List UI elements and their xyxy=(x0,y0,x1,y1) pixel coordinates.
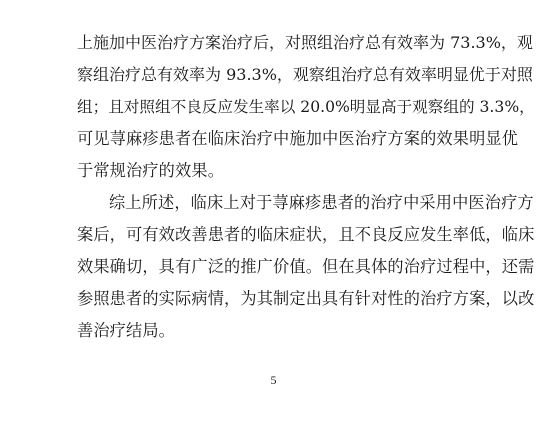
text-line: 于常规治疗的效果。 xyxy=(77,161,225,180)
text-line: 可见荨麻疹患者在临床治疗中施加中医治疗方案的效果明显优 xyxy=(77,129,519,148)
text-line: 综上所述，临床上对于荨麻疹患者的治疗中采用中医治疗方 xyxy=(109,193,534,212)
text-line: 效果确切，具有广泛的推广价值。但在具体的治疗过程中，还需 xyxy=(77,257,535,276)
text-line: 组；且对照组不良反应发生率以 20.0%明显高于观察组的 3.3%， xyxy=(77,98,535,116)
text-line: 参照患者的实际病情，为其制定出具有针对性的治疗方案，以改 xyxy=(77,289,535,308)
text-line: 善治疗结局。 xyxy=(77,321,176,340)
page-number: 5 xyxy=(270,373,277,387)
text-line: 察组治疗总有效率为 93.3%，观察组治疗总有效率明显优于对照 xyxy=(77,65,533,84)
text-line: 案后，可有效改善患者的临床症状，且不良反应发生率低，临床 xyxy=(77,225,535,244)
text-line: 上施加中医治疗方案治疗后，对照组治疗总有效率为 73.3%，观 xyxy=(77,33,533,52)
